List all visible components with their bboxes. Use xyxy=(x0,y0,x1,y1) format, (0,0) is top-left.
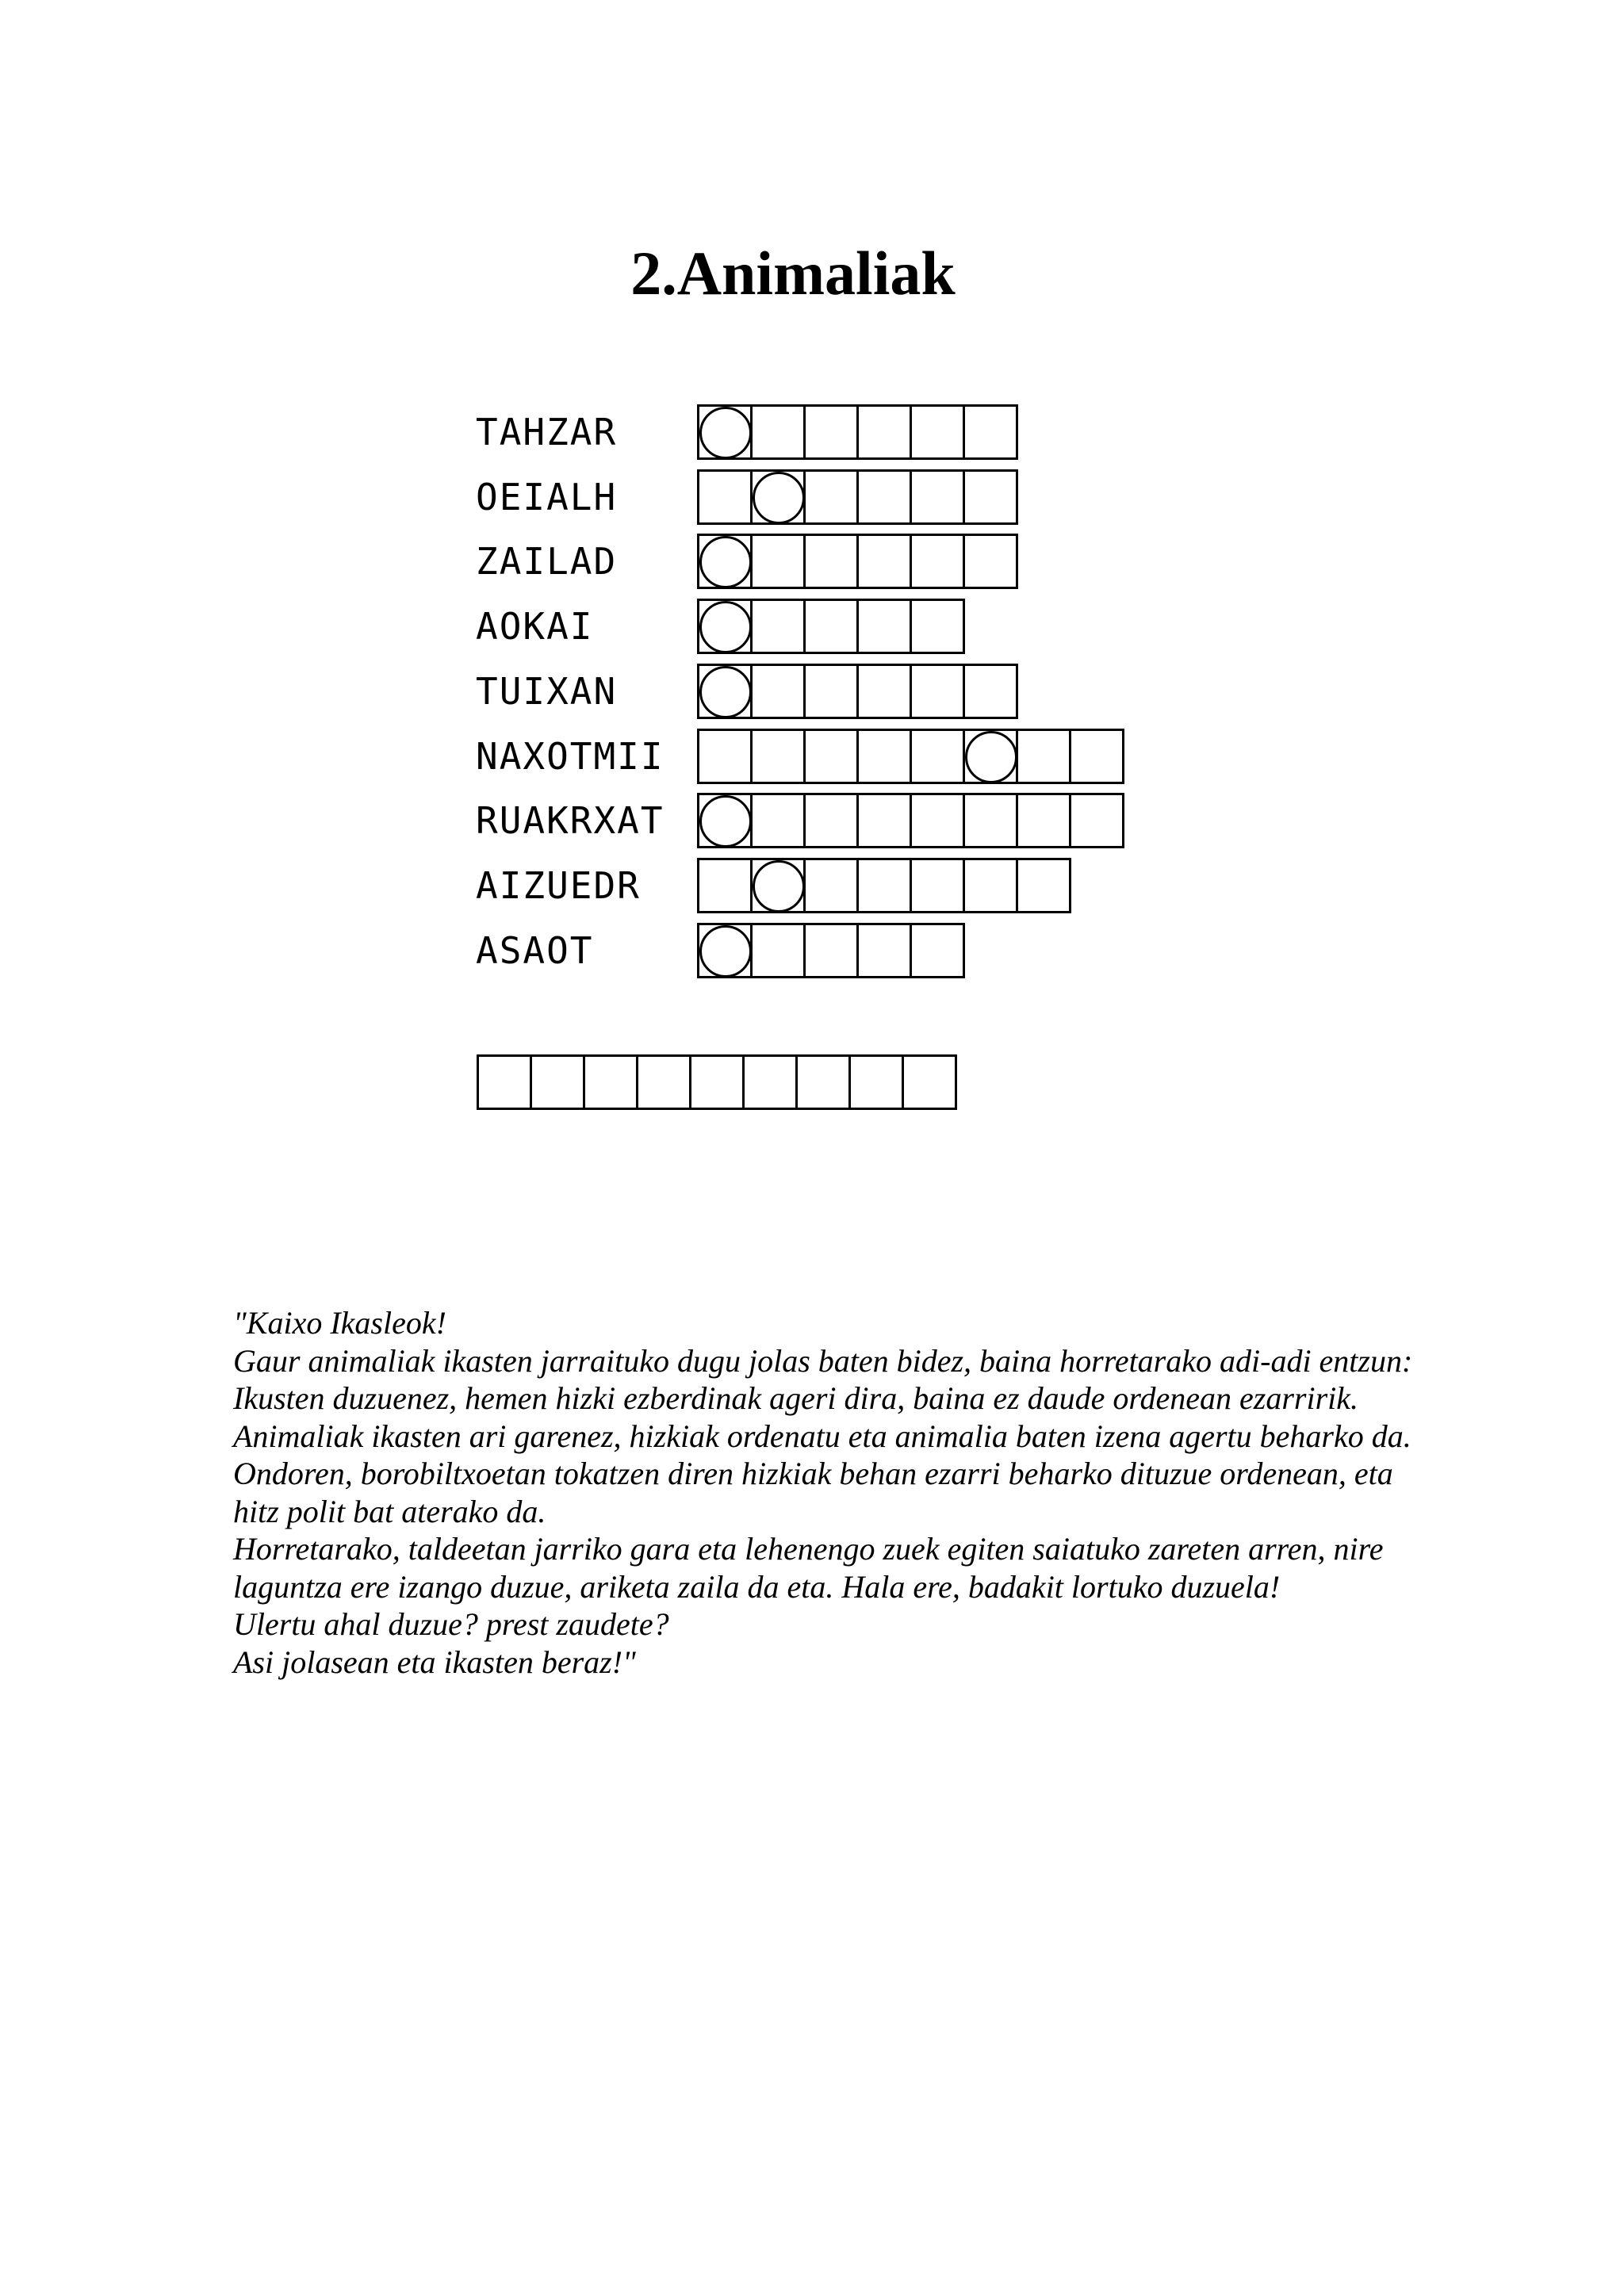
letter-box[interactable] xyxy=(697,729,753,784)
letter-box[interactable] xyxy=(1069,729,1124,784)
letter-box[interactable] xyxy=(803,858,859,913)
scrambled-word: TUIXAN xyxy=(476,669,618,713)
letter-box[interactable] xyxy=(963,469,1018,525)
letter-box[interactable] xyxy=(856,923,912,978)
letter-box-row xyxy=(697,664,1016,719)
circled-letter-box[interactable] xyxy=(697,923,753,978)
answer-letter-box[interactable] xyxy=(848,1054,904,1110)
instruction-line: Gaur animaliak ikasten jarraituko dugu jolas baten bidez, baina horretarako adi-adi entzun: xyxy=(233,1342,1413,1379)
letter-box[interactable] xyxy=(963,793,1018,848)
letter-box[interactable] xyxy=(910,664,965,719)
letter-box[interactable] xyxy=(750,664,806,719)
letter-box[interactable] xyxy=(803,923,859,978)
letter-box-row xyxy=(697,404,1016,460)
letter-box[interactable] xyxy=(963,534,1018,589)
letter-box[interactable] xyxy=(750,534,806,589)
letter-box-row xyxy=(697,599,963,654)
circled-letter-box[interactable] xyxy=(697,599,753,654)
letter-box[interactable] xyxy=(750,404,806,460)
letter-box[interactable] xyxy=(856,534,912,589)
circled-letter-box[interactable] xyxy=(750,469,806,525)
letter-box[interactable] xyxy=(910,534,965,589)
letter-box[interactable] xyxy=(803,404,859,460)
letter-box[interactable] xyxy=(750,923,806,978)
letter-box[interactable] xyxy=(910,404,965,460)
circled-letter-box[interactable] xyxy=(697,534,753,589)
instruction-line: Horretarako, taldeetan jarriko gara eta lehenengo zuek egiten saiatuko zareten arren, nire laguntza ere izango duzue, ariketa zaila da eta. Hala ere, badakit lortuko duzuela! xyxy=(233,1531,1384,1605)
letter-box-row xyxy=(697,793,1122,848)
instruction-line: Ikusten duzuenez, hemen hizki ezberdinak ageri dira, baina ez daude ordenean ezarririk. Animaliak ikasten ari garenez, hizkiak ordenatu eta animalia baten izena agertu beharko da. xyxy=(233,1380,1411,1454)
instruction-line: Asi jolasean eta ikasten beraz!" xyxy=(233,1644,636,1680)
scrambled-word: RUAKRXAT xyxy=(476,799,665,843)
answer-box-row xyxy=(477,1054,955,1110)
letter-box[interactable] xyxy=(1016,858,1071,913)
letter-box[interactable] xyxy=(856,404,912,460)
letter-box[interactable] xyxy=(910,923,965,978)
letter-box[interactable] xyxy=(1016,793,1071,848)
letter-box[interactable] xyxy=(856,599,912,654)
answer-letter-box[interactable] xyxy=(795,1054,851,1110)
letter-box-row xyxy=(697,469,1016,525)
letter-box[interactable] xyxy=(803,729,859,784)
letter-box[interactable] xyxy=(856,729,912,784)
letter-box[interactable] xyxy=(963,858,1018,913)
scrambled-word: ZAILAD xyxy=(476,540,618,584)
circled-letter-box[interactable] xyxy=(697,793,753,848)
letter-box-row xyxy=(697,923,963,978)
answer-letter-box[interactable] xyxy=(530,1054,585,1110)
letter-box[interactable] xyxy=(856,793,912,848)
letter-box[interactable] xyxy=(910,469,965,525)
scrambled-word: TAHZAR xyxy=(476,411,618,453)
instruction-line: Ondoren, borobiltxoetan tokatzen diren hizkiak behan ezarri beharko dituzue ordenean, eta hitz polit bat aterako da. xyxy=(233,1456,1393,1529)
answer-letter-box[interactable] xyxy=(636,1054,691,1110)
letter-box-row xyxy=(697,858,1069,913)
circled-letter-box[interactable] xyxy=(963,729,1018,784)
letter-box[interactable] xyxy=(1016,729,1071,784)
scrambled-word: NAXOTMII xyxy=(476,734,665,778)
letter-box[interactable] xyxy=(856,858,912,913)
letter-box[interactable] xyxy=(910,599,965,654)
letter-box[interactable] xyxy=(803,534,859,589)
letter-box-row xyxy=(697,534,1016,589)
answer-letter-box[interactable] xyxy=(742,1054,798,1110)
letter-box[interactable] xyxy=(1069,793,1124,848)
circled-letter-box[interactable] xyxy=(750,858,806,913)
answer-letter-box[interactable] xyxy=(689,1054,745,1110)
circled-letter-box[interactable] xyxy=(697,664,753,719)
letter-box[interactable] xyxy=(803,469,859,525)
page-title: 2.Animaliak xyxy=(630,239,956,308)
letter-box[interactable] xyxy=(963,404,1018,460)
letter-box[interactable] xyxy=(803,599,859,654)
letter-box[interactable] xyxy=(697,469,753,525)
instruction-line: "Kaixo Ikasleok! xyxy=(233,1305,446,1341)
letter-box[interactable] xyxy=(803,793,859,848)
scrambled-word: ASAOT xyxy=(476,928,594,972)
answer-letter-box[interactable] xyxy=(583,1054,638,1110)
letter-box[interactable] xyxy=(856,469,912,525)
scrambled-word: OEIALH xyxy=(476,475,618,519)
instruction-line: Ulertu ahal duzue? prest zaudete? xyxy=(233,1606,669,1642)
answer-letter-box[interactable] xyxy=(902,1054,957,1110)
circled-letter-box[interactable] xyxy=(697,404,753,460)
letter-box[interactable] xyxy=(856,664,912,719)
letter-box[interactable] xyxy=(910,729,965,784)
letter-box[interactable] xyxy=(697,858,753,913)
letter-box[interactable] xyxy=(910,793,965,848)
answer-letter-box[interactable] xyxy=(477,1054,532,1110)
letter-box[interactable] xyxy=(750,729,806,784)
letter-box[interactable] xyxy=(750,599,806,654)
letter-box[interactable] xyxy=(803,664,859,719)
scrambled-word: AOKAI xyxy=(476,605,594,649)
letter-box[interactable] xyxy=(910,858,965,913)
letter-box[interactable] xyxy=(963,664,1018,719)
scrambled-word: AIZUEDR xyxy=(476,863,641,907)
letter-box[interactable] xyxy=(750,793,806,848)
instructions-text xyxy=(233,1304,1438,1681)
letter-box-row xyxy=(697,729,1122,784)
